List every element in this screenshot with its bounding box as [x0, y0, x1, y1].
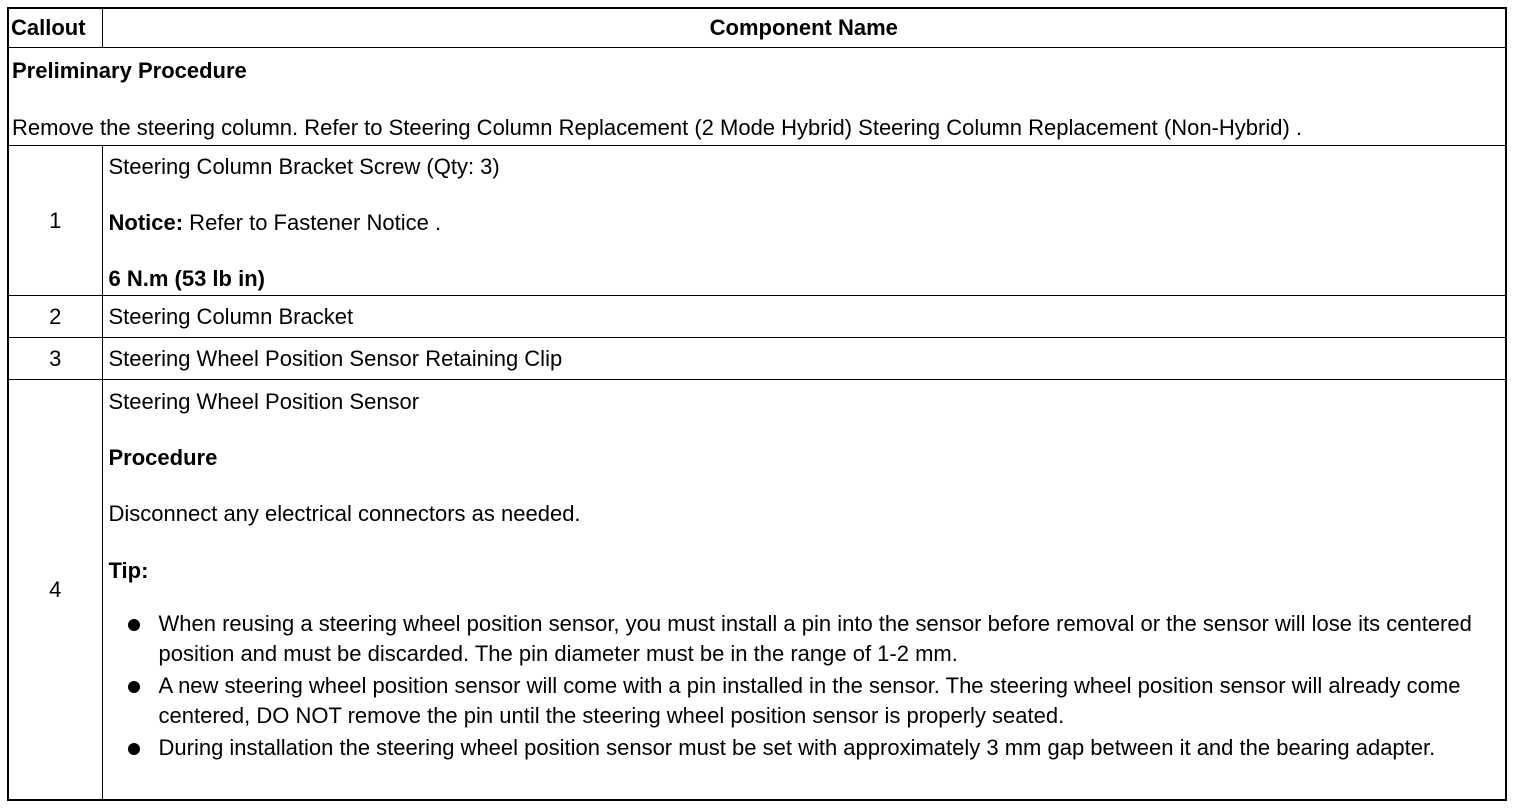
component-table-frame	[7, 7, 1507, 801]
component-name: Steering Column Bracket	[102, 296, 1505, 338]
component-cell	[102, 380, 1505, 800]
procedure-label: Procedure	[108, 445, 218, 470]
notice-label: Notice:	[108, 210, 184, 235]
callout-column-header: Callout	[9, 9, 102, 48]
table-header-row	[9, 9, 1505, 48]
tip-text: A new steering wheel position sensor will come with a pin installed in the sensor. The steering wheel position sensor will already come centered, DO NOT remove the pin until the steering wheel position sensor is properly seated.	[158, 673, 1461, 728]
tip-text: During installation the steering wheel position sensor must be set with approximately 3 mm gap between it and the bearing adapter.	[158, 735, 1436, 760]
component-table	[9, 9, 1505, 799]
table-row	[9, 296, 1505, 338]
bullet-icon	[128, 743, 140, 755]
preliminary-procedure-cell	[9, 48, 1505, 146]
list-item	[109, 733, 1506, 763]
torque-spec: 6 N.m (53 lb in)	[108, 266, 265, 291]
list-item	[109, 671, 1506, 731]
component-cell	[102, 146, 1505, 296]
tip-text: When reusing a steering wheel position sensor, you must install a pin into the sensor before removal or the sensor will lose its centered position and must be discarded. The pin diameter must be in the range of 1-2 mm.	[158, 611, 1472, 666]
tip-label: Tip:	[108, 558, 149, 583]
component-name: Steering Wheel Position Sensor Retaining Clip	[102, 338, 1505, 380]
bullet-icon	[128, 619, 140, 631]
bullet-icon	[128, 681, 140, 693]
preliminary-procedure-row	[9, 48, 1505, 146]
list-item	[109, 609, 1506, 669]
callout-number: 3	[9, 338, 102, 380]
callout-number: 1	[9, 146, 102, 296]
preliminary-procedure-text: Remove the steering column. Refer to Steering Column Replacement (2 Mode Hybrid) Steering Column Replacement (Non-Hybrid) .	[12, 115, 1303, 140]
component-name: Steering Wheel Position Sensor	[108, 389, 420, 414]
callout-number: 2	[9, 296, 102, 338]
tip-list	[109, 609, 1506, 763]
component-name-column-header: Component Name	[102, 9, 1505, 48]
preliminary-procedure-title: Preliminary Procedure	[12, 58, 247, 83]
notice-text: Refer to Fastener Notice .	[183, 210, 442, 235]
notice-line	[109, 210, 1506, 236]
table-row	[9, 380, 1505, 800]
table-row	[9, 146, 1505, 296]
component-name: Steering Column Bracket Screw (Qty: 3)	[108, 154, 500, 179]
callout-number: 4	[9, 380, 102, 800]
table-row	[9, 338, 1505, 380]
procedure-text: Disconnect any electrical connectors as needed.	[108, 501, 581, 526]
